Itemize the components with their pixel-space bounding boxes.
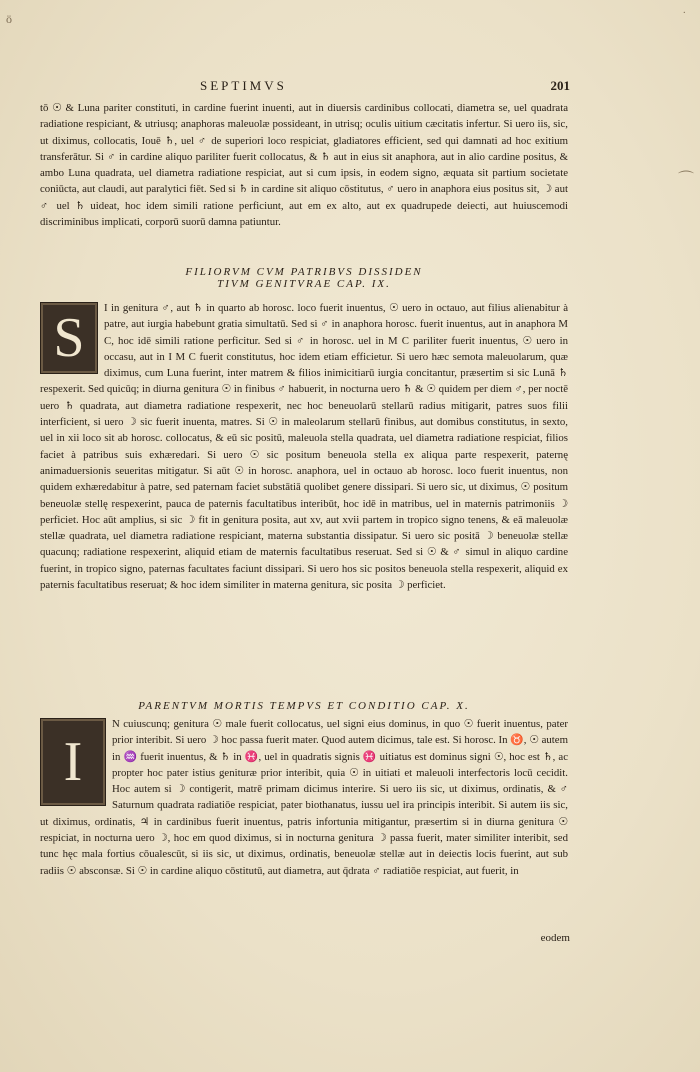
chapter-heading-10 <box>40 700 568 712</box>
running-head: SEPTIMVS <box>200 78 287 93</box>
chapter-title-line: FILIORVM CVM PATRIBVS DISSIDEN <box>185 266 423 278</box>
decorated-initial: I <box>40 718 106 806</box>
chapter-heading-9 <box>40 266 568 290</box>
margin-dot: · <box>682 8 686 19</box>
paragraph: tō ☉ & Luna pariter constituti, in cardine fuerint inuenti, aut in diuersis cardinibus collocati, diametra se, uel quadrata radiatione respiciant, & utriusq; anaphoras maleuolæ possideant, in utrisq; oculis uitium cæcitatis infertur. Si uero iis, sic, ut diximus, collocatis, Iouē ♄, uel ♂ de superiori loco respiciat, gladiatores efficient, sed qui damnati ad hoc exitium transferātur. Si ♂ in cardine aliquo pariliter fuerit collocatus, & ♄ aut in eius sit anaphora, aut in alio cardine positus, & ambo Luna quadrata, uel diametra radiatione respiciat, aut si cum ipsis, in eodem signo, æquata sit partium societate coniūcta, aut claudi, aut paralytici fiēt. Sed si ♄ in cardine sit aliquo cōstitutus, ♂ uero in anaphora eius positus sit, ☽ aut ♂ uel ♄ uideat, hoc idem simili ratione perficiunt, aut em ex alto, aut ex quadrupede deiecti, aut huiuscemodi discriminibus implicati, corporū suorū damna patiuntur. <box>40 102 568 229</box>
paragraph: I in genitura ♂, aut ♄ in quarto ab horosc. loco fuerit inuentus, ☉ uero in octauo, aut filius alienabitur à patre, aut iurgia habebunt gratia simultatū. Sed si ♂ in anaphora horosc. fuerit inuentus, aut in anaphora M C, hoc idē simili ratione perficitur. Sed si ♂ in horosc. uel in M C pariliter fuerit inuentus, ☉ uero in occasu, aut in I M C fuerit constitutus, hoc idem etiam efficietur. Si uero hæc semota maleuolarum, quæ diximus, cum Luna fuerint, inter matrem & filios inimicitiarū iurgia concitantur, præsertim si sic Lunā ♄ respexerit. Sed quicūq; in diurna genitura ☉ in finibus ♂ habuerit, in nocturna uero ♄ & ☉ quidem per diem ♂, per noctē uero ♄ quadrata, aut diametra radiatione respexerit, nec hoc beneuolarū stellarū radius mitigarit, patres suos filii interficient, si uero ☽ sic fuerit inuenta, matres. Si ☉ in maleolarum stellarū finibus, aut domibus constitutus, in sexto, uel in xii loco sit ab horosc. collocatus, & eū sic positū, maleuola stella quadrata, uel diametra radiatione respiciat, filios faciet à patribus suis exhæredari. Si uero ☉ sic positum beneuola stella ex aliqua parte respexerit, paternę animaduersionis seueritas mitigatur. Si aūt ☉ in horosc. anaphora, uel in octauo ab horosc. loco fuerit inuentus, non quidem exhæredabitur à patre, sed paternam faciet substātiā quolibet genere dissipari. Si uero sic, ut diximus, ☉ positum beneuolæ stellę respexerint, pauca de paternis facultatibus interibūt, hoc idē in matribus, uel in maternis patrimoniis ☽ perficiet. Hoc aūt amplius, si sic ☽ fit in genitura posita, aut xv, aut xvii partem in tropico signo tenens, & eā maleuolæ stellæ quadrata, uel diametra radiatione respiciant, materna substantia dissipatur. Si uero sic positā ☽ beneuolæ stellæ quacunq; radiatione respexerint, aliquid etiam de maternis facultatibus reseruat. Sed si ☉ & ♂ simul in aliquo cardine fuerint, in tropico signo, paternas facultates faciunt dissipari. Si uero hos sic positos beneuola stella respexerit, aliquid ex paternis facultatibus reseruat; & hoc idem similiter in materna genitura, sic posita ☽ perficiet. <box>40 302 568 592</box>
chapter-title-line: PARENTVM MORTIS TEMPVS ET CONDITIO CAP. X. <box>138 700 470 712</box>
page-header <box>40 78 570 98</box>
section-top-text <box>40 100 568 230</box>
paragraph: N cuiuscunq; genitura ☉ male fuerit collocatus, uel signi eius dominus, in quo ☉ fuerit inuentus, pater prior interibit. Si uero ☽ hoc passa fuerit mater. Quod autem dicimus, tale est. Si horosc. In ♉, ☉ autem in ♒ fuerit inuentus, & ♄ in ♓, uel in quadratis signis ♓ uitiatus est dominus signi ☉, hoc est ♄, ac propter hoc pater istius genituræ prior interibit, quia ☉ in uitiati et maleuoli interfectoris locū cecidit. Hoc autem si ☽ contigerit, matrē primam dicimus interire. Si uero iis sic, ut diximus, ordinatis, & ♂ Saturnum quadrata radiatiōe respiciat, pater biothanatus, iussu uel ira principis interibit. Si autem iis sic, ut diximus, ordinatis, ♃ in cardinibus fuerit inuentus, patris infortunia mitigantur, præsertim si in diurna genitura ☉ respiciat, in nocturna uero ☽, hoc em quod diximus, si in nocturna genitura ☽ passa fuerit, mater similiter interibit, sed tunc hęc mala fortius cōualescūt, si iis sic, ut diximus, ordinatis, beneuolæ stellæ aut in deiectis locis fuerint, aut sub radiis ☉ absconsæ. Si ☉ in cardine aliquo cōstitutū, aut diametra, aut q̄drata ♂ radiatiōe respiciat, aut fuerit, in <box>40 718 568 877</box>
catchword: eodem <box>540 932 570 944</box>
chapter-title-line: TIVM GENITVRAE CAP. IX. <box>217 278 391 290</box>
chapter-10-text <box>40 716 568 879</box>
margin-stroke: ⌒ <box>677 171 694 188</box>
folio-number: 201 <box>550 78 570 93</box>
margin-mark: ö <box>6 12 12 26</box>
chapter-9-text <box>40 300 568 593</box>
decorated-initial: S <box>40 302 98 374</box>
